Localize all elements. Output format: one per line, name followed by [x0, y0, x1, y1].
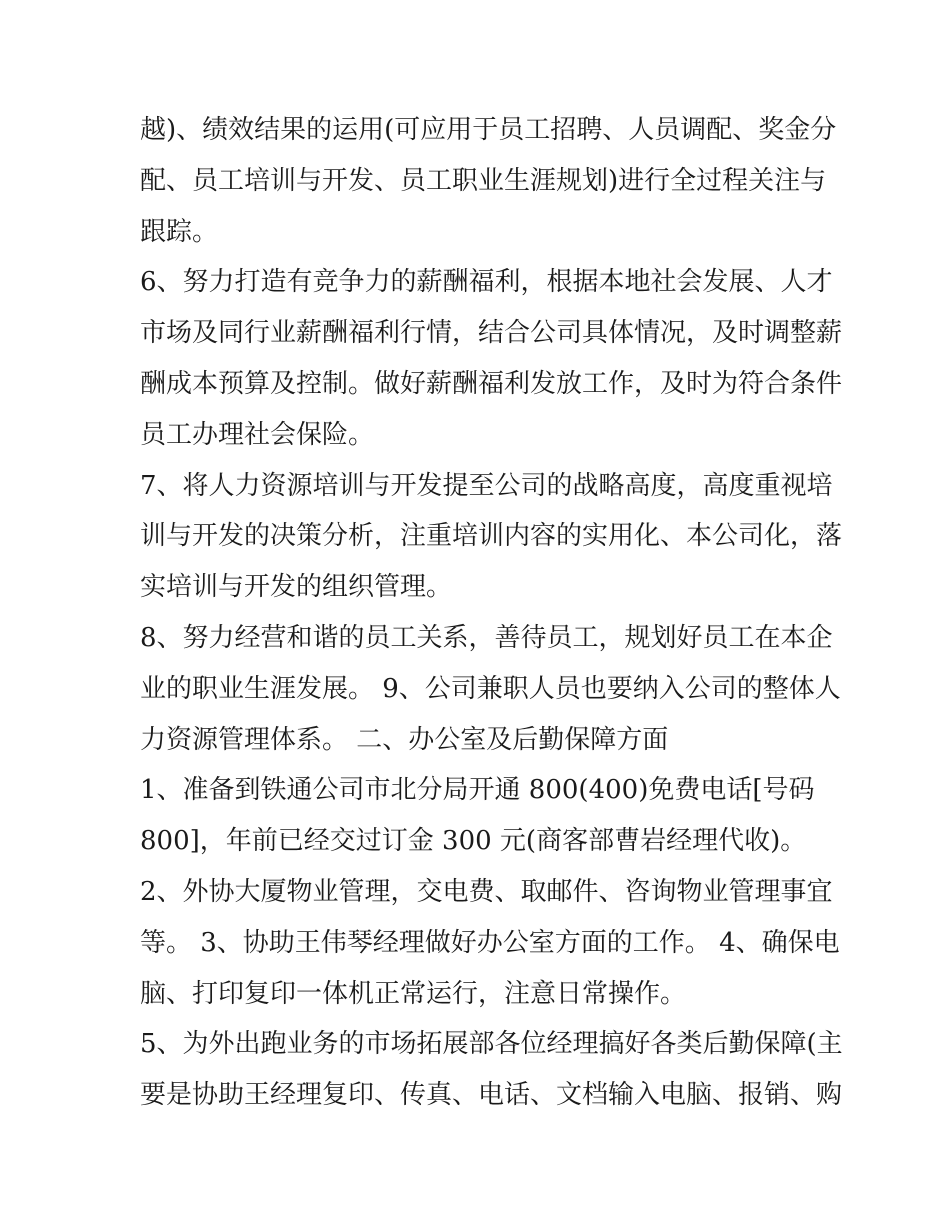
- text-line: 酬成本预算及控制。做好薪酬福利发放工作，及时为符合条件: [140, 368, 843, 399]
- text-line: 业的职业生涯发展。 9、公司兼职人员也要纳入公司的整体人: [140, 673, 841, 704]
- text-line: 训与开发的决策分析，注重培训内容的实用化、本公司化，落: [140, 521, 843, 552]
- text-line: 脑、打印复印一体机正常运行，注意日常操作。: [140, 978, 687, 1009]
- text-line: 1、准备到铁通公司市北分局开通 800(400)免费电话[号码: [140, 775, 815, 806]
- text-line: 实培训与开发的组织管理。: [140, 572, 453, 603]
- text-line: 等。 3、协助王伟琴经理做好办公室方面的工作。 4、确保电: [140, 927, 840, 958]
- text-line: 跟踪。: [140, 216, 219, 247]
- document-body: [140, 105, 843, 1121]
- text-line: 员工办理社会保险。: [140, 419, 375, 450]
- text-line: 7、将人力资源培训与开发提至公司的战略高度，高度重视培: [140, 470, 833, 501]
- text-line: 800]，年前已经交过订金 300 元(商客部曹岩经理代收)。: [140, 826, 807, 857]
- text-line: 越)、绩效结果的运用(可应用于员工招聘、人员调配、奖金分: [140, 115, 837, 145]
- text-line: 市场及同行业薪酬福利行情，结合公司具体情况，及时调整薪: [140, 318, 843, 349]
- text-line: 8、努力经营和谐的员工关系，善待员工，规划好员工在本企: [140, 622, 833, 653]
- text-line: 2、外协大厦物业管理，交电费、取邮件、咨询物业管理事宜: [140, 876, 833, 907]
- text-line: 力资源管理体系。 二、办公室及后勤保障方面: [140, 724, 669, 755]
- text-line: 配、员工培训与开发、员工职业生涯规划)进行全过程关注与: [140, 165, 827, 196]
- text-line: 要是协助王经理复印、传真、电话、文档输入电脑、报销、购: [140, 1080, 843, 1111]
- text-line: 5、为外出跑业务的市场拓展部各位经理搞好各类后勤保障(主: [140, 1029, 843, 1060]
- text-line: 6、努力打造有竞争力的薪酬福利，根据本地社会发展、人才: [140, 267, 833, 298]
